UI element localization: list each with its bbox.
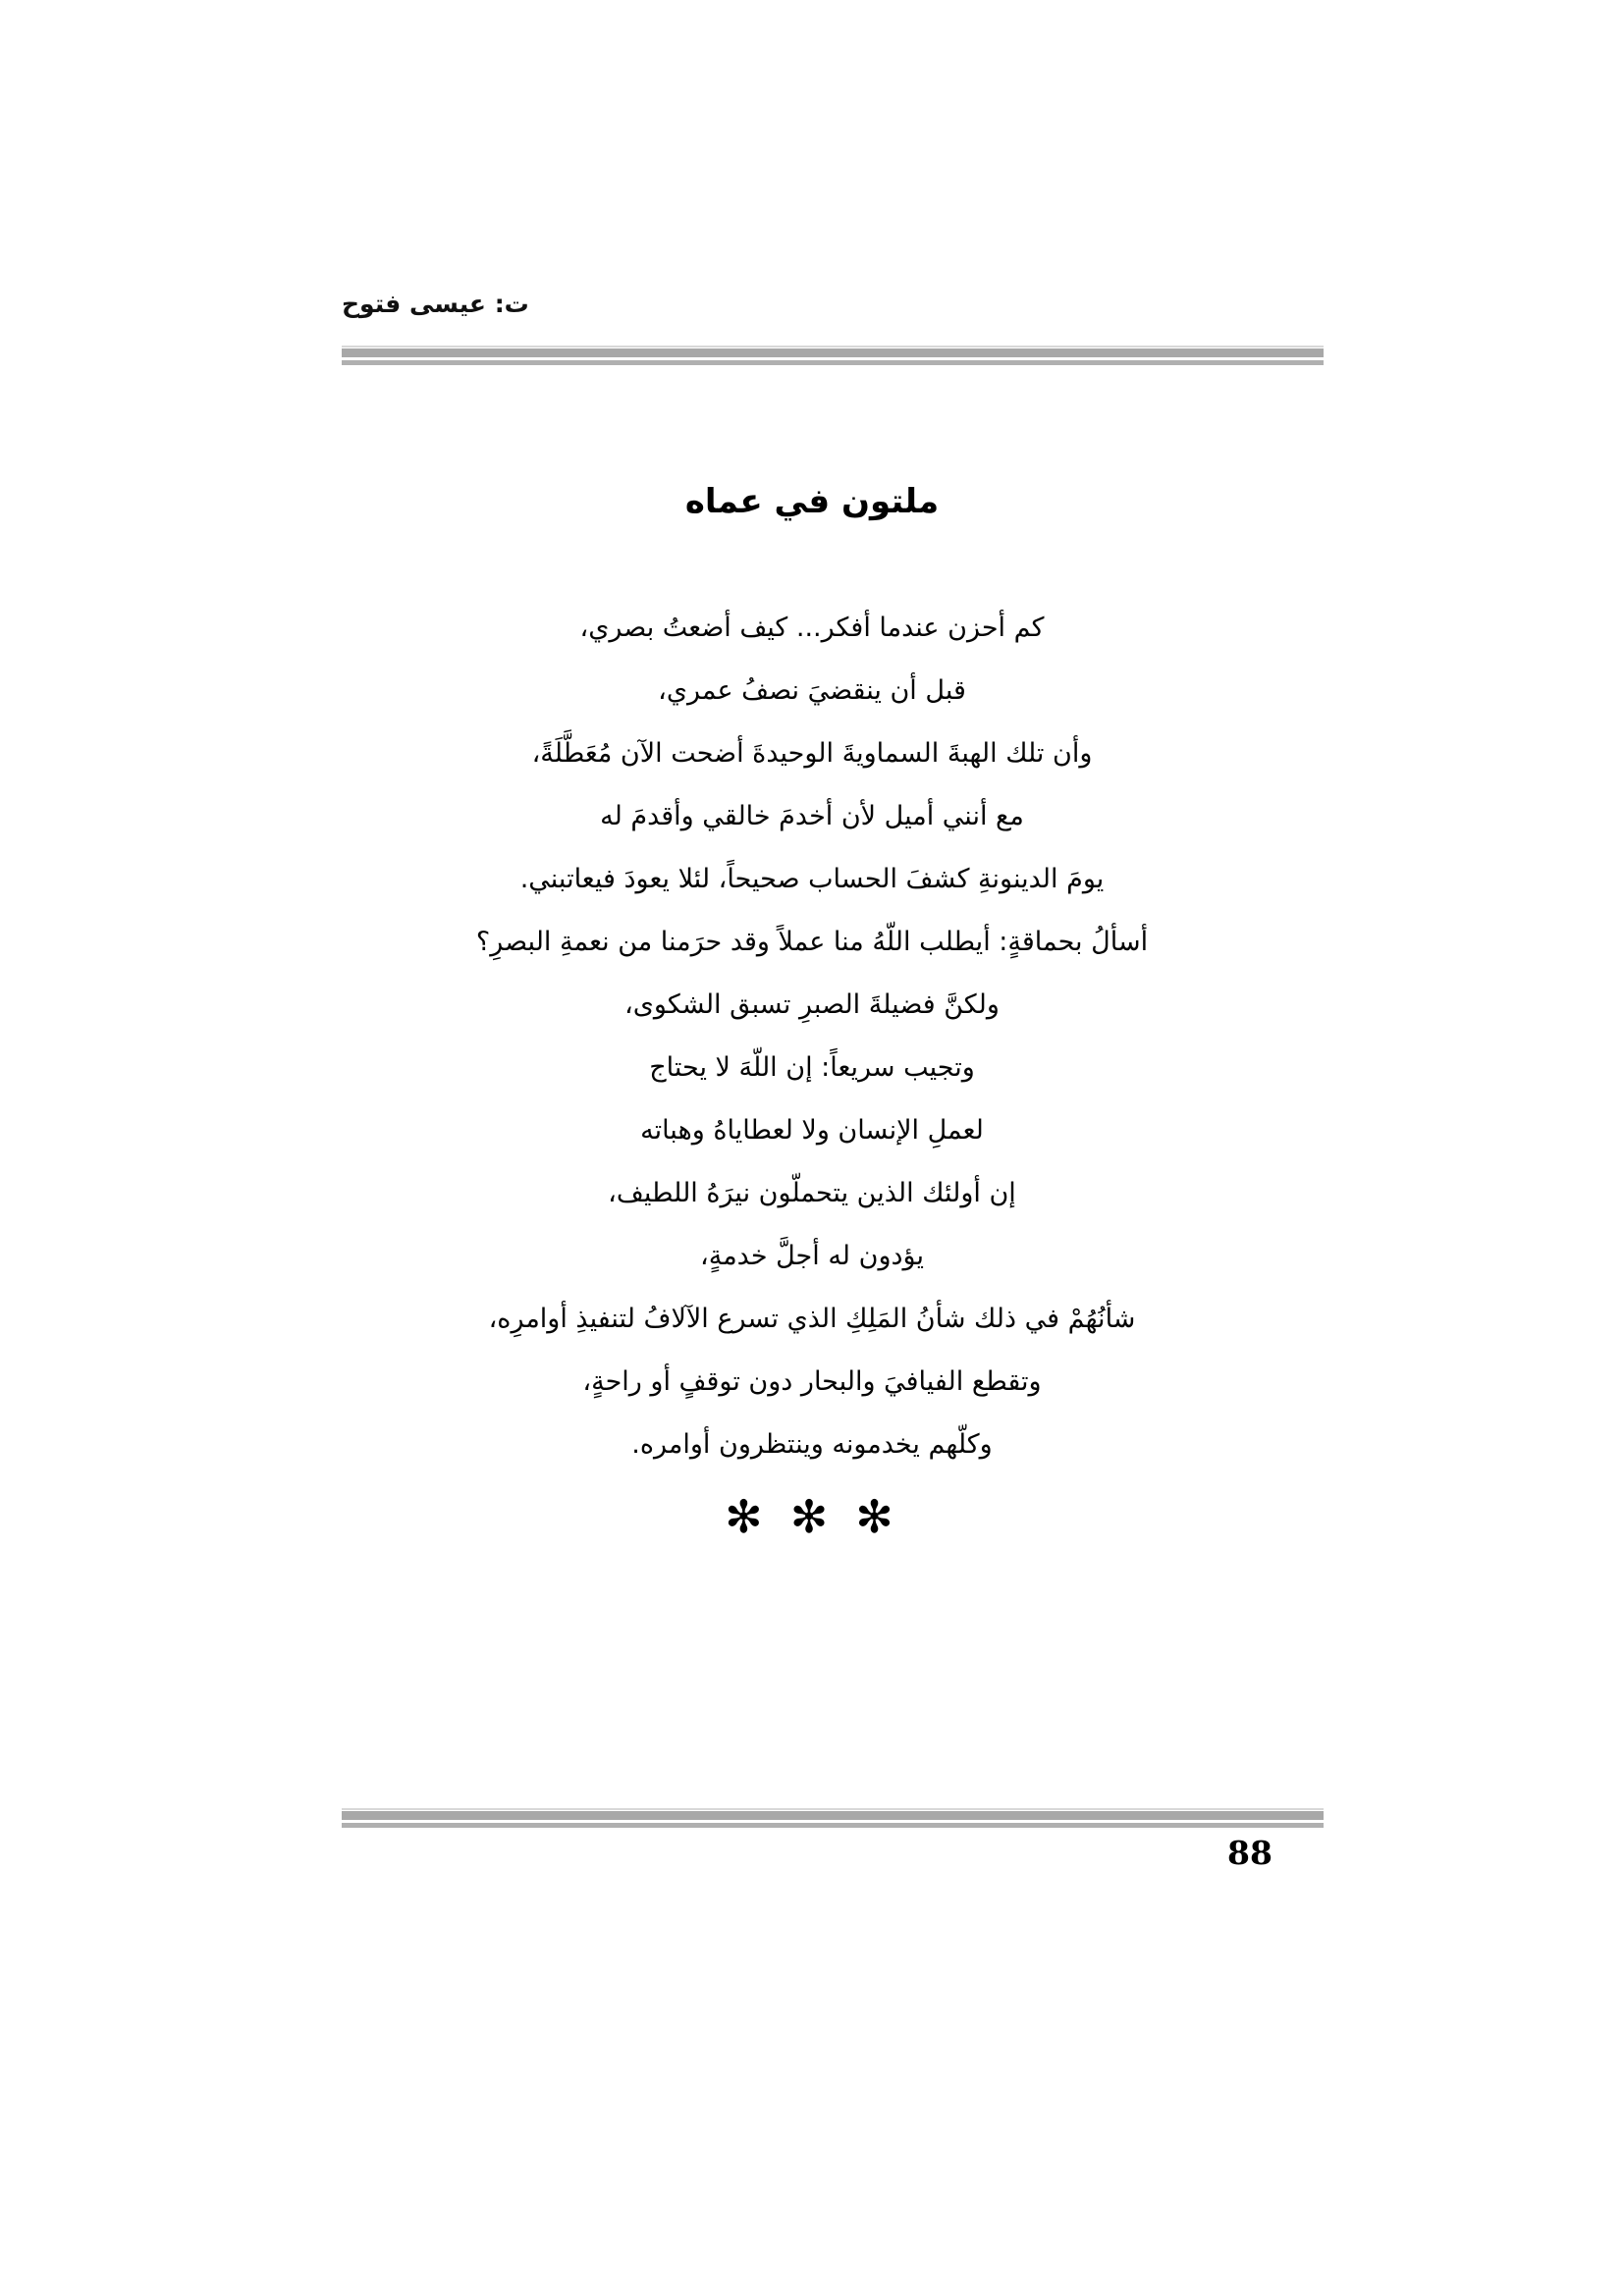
verse-line: مع أنني أميل لأن أخدمَ خالقي وأقدمَ له	[600, 801, 1024, 831]
poem-title: ملتون في عماه	[684, 481, 940, 521]
verse-line: لعملِ الإنسان ولا لعطاياهُ وهباته	[640, 1115, 984, 1146]
verse-line: يؤدون له أجلَّ خدمةٍ،	[700, 1241, 924, 1271]
verse-line: شأنُهُمْ في ذلك شأنُ المَلِكِ الذي تسرع الآلافُ لتنفيذِ أوامرِه،	[488, 1304, 1136, 1334]
verse-line: أسألُ بحماقةٍ: أيطلب اللّهُ منا عملاً وقد حرَمنا من نعمةِ البصرِ؟	[475, 927, 1149, 957]
verse-line: وكلّهم يخدمونه وينتظرون أوامره.	[631, 1429, 993, 1460]
section-divider-asterisks: ✻ ✻ ✻	[725, 1490, 899, 1543]
page-header	[342, 290, 1329, 339]
verse-line: وتقطع الفيافيَ والبحار دون توقفٍ أو راحةٍ،	[582, 1366, 1042, 1397]
verse-line: كم أحزن عندما أفكر... كيف أضعتُ بصري،	[579, 613, 1045, 643]
translator-credit: ت: عيسى فتوح	[342, 290, 529, 318]
footer-rule-thin-lower	[342, 1823, 1324, 1828]
footer-rule-thin-upper	[342, 1808, 1324, 1810]
header-rule-thin-lower	[342, 360, 1324, 365]
verse-line: ولكنَّ فضيلةَ الصبرِ تسبق الشكوى،	[624, 989, 1000, 1020]
verse-line: وأن تلك الهبةَ السماويةَ الوحيدةَ أضحت الآن مُعَطَّلَةً،	[531, 738, 1093, 769]
poem-body	[0, 597, 1624, 1476]
header-rule-thick	[342, 348, 1324, 357]
footer-rule-thick	[342, 1811, 1324, 1820]
header-rule-thin-upper	[342, 346, 1324, 347]
verse-line: يومَ الدينونةِ كشفَ الحساب صحيحاً، لئلا يعودَ فيعاتبني.	[519, 864, 1105, 894]
verse-line: إن أولئك الذين يتحملّون نيرَهُ اللطيف،	[608, 1178, 1016, 1208]
footer-rule	[342, 1808, 1324, 1828]
verse-line: وتجيب سريعاً: إن اللّهَ لا يحتاج	[649, 1052, 975, 1083]
page-number: 88	[1227, 1834, 1272, 1872]
verse-line: قبل أن ينقضيَ نصفُ عمري،	[658, 675, 966, 706]
header-rule	[342, 346, 1324, 365]
